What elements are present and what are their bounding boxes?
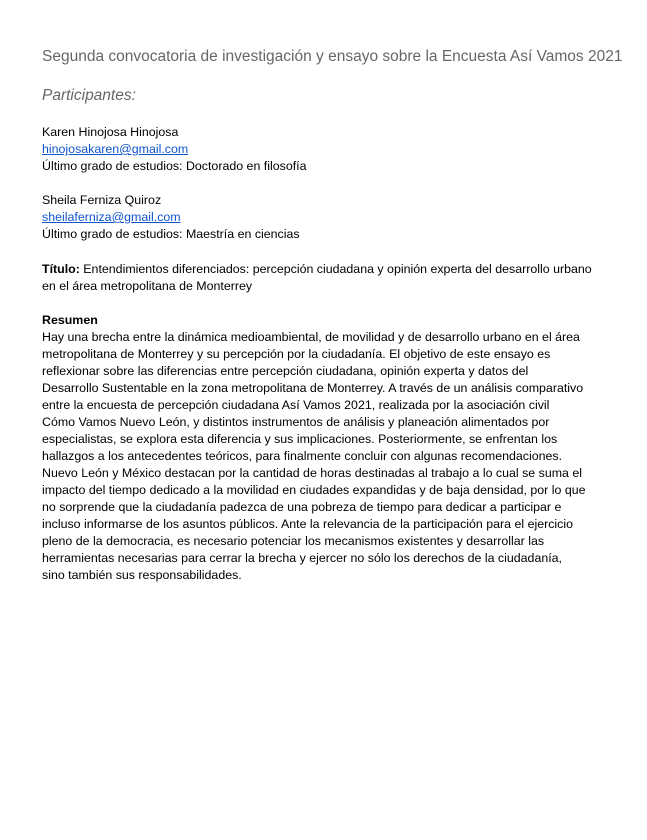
participant-card (42, 124, 612, 175)
abstract-line: no sorprende que la ciudadanía padezca de una pobreza de tiempo para dedicar a participar e (42, 500, 562, 514)
abstract-section (42, 312, 617, 584)
abstract-line: Hay una brecha entre la dinámica medioambiental, de movilidad y de desarrollo urbano en el área (42, 330, 580, 344)
abstract-heading: Resumen (42, 313, 98, 327)
abstract-line: Desarrollo Sustentable en la zona metropolitana de Monterrey. A través de un análisis comparativo (42, 381, 584, 395)
participant-card (42, 192, 612, 243)
participant-email-link[interactable]: sheilaferniza@gmail.com (42, 210, 181, 224)
document-title: Segunda convocatoria de investigación y ensayo sobre la Encuesta Así Vamos 2021 (42, 48, 623, 65)
participant-name: Karen Hinojosa Hinojosa (42, 125, 179, 139)
abstract-line: hallazgos a los antecedentes teóricos, para finalmente concluir con algunas recomendaciones. (42, 449, 563, 463)
participant-name: Sheila Ferniza Quiroz (42, 193, 162, 207)
participant-degree: Último grado de estudios: Doctorado en filosofía (42, 159, 307, 173)
participant-degree: Último grado de estudios: Maestría en ciencias (42, 227, 300, 241)
abstract-line: reflexionar sobre las diferencias entre percepción ciudadana, opinión experta y datos del (42, 364, 529, 378)
abstract-line: entre la encuesta de percepción ciudadana Así Vamos 2021, realizada por la asociación civil (42, 398, 550, 412)
abstract-line: impacto del tiempo dedicado a la movilidad en ciudades expandidas y de baja densidad, por lo que (42, 483, 586, 497)
abstract-line: sino también sus responsabilidades. (42, 568, 242, 582)
essay-title (42, 261, 607, 295)
abstract-line: herramientas necesarias para cerrar la brecha y ejercer no sólo los derechos de la ciudadanía, (42, 551, 563, 565)
essay-title-label: Título: (42, 262, 80, 276)
participant-email-link[interactable]: hinojosakaren@gmail.com (42, 142, 189, 156)
abstract-line: Cómo Vamos Nuevo León, y distintos instrumentos de análisis y planeación alimentados por (42, 415, 550, 429)
abstract-line: pleno de la democracia, es necesario potenciar los mecanismos existentes y desarrollar las (42, 534, 545, 548)
participants-heading: Participantes: (42, 87, 136, 104)
essay-title-text: Entendimientos diferenciados: percepción ciudadana y opinión experta del desarrollo urbano en el área metropolitana de Monterrey (42, 262, 592, 293)
abstract-line: metropolitana de Monterrey y su percepción por la ciudadanía. El objetivo de este ensayo es (42, 347, 551, 361)
abstract-line: incluso informarse de los asuntos públicos. Ante la relevancia de la participación para el ejercicio (42, 517, 574, 531)
abstract-line: Nuevo León y México destacan por la cantidad de horas destinadas al trabajo a lo cual se suma el (42, 466, 583, 480)
abstract-line: especialistas, se explora esta diferencia y sus implicaciones. Posteriormente, se enfrentan los (42, 432, 558, 446)
abstract-body (42, 329, 617, 584)
